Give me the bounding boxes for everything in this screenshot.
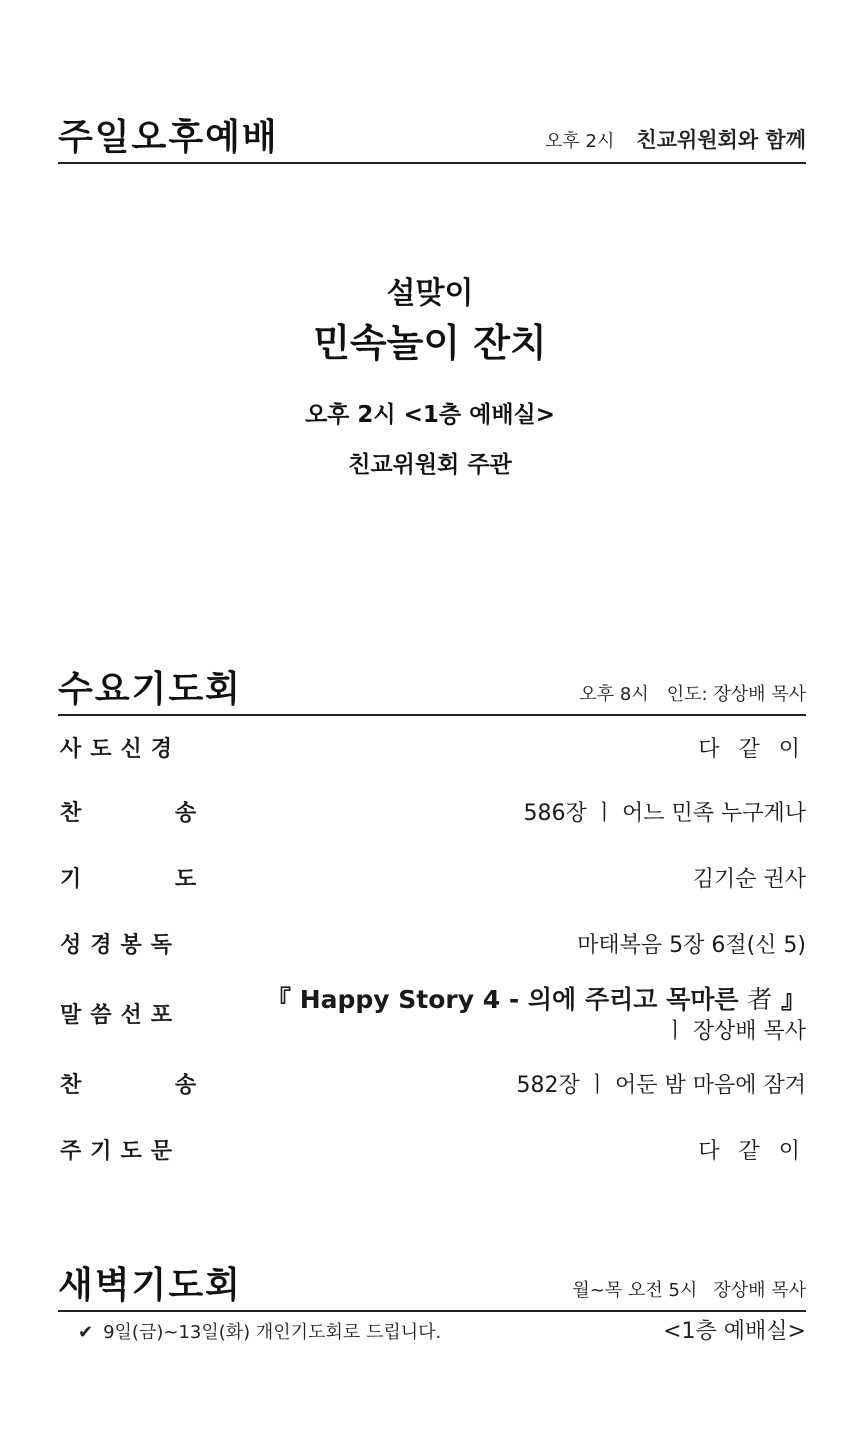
sermon-title xyxy=(266,980,806,1016)
dawn-prayer-header xyxy=(58,1254,806,1312)
dawn-prayer-note-text: 9일(금)~13일(화) 개인기도회로 드립니다. xyxy=(103,1322,442,1343)
sunday-afternoon-meta xyxy=(545,124,806,162)
dawn-prayer-note xyxy=(78,1318,441,1344)
order-label: 찬 송 xyxy=(60,1073,197,1098)
order-label: 주기도문 xyxy=(60,1139,182,1164)
sermon-preacher: ㅣ 장상배 목사 xyxy=(664,1019,806,1044)
order-row xyxy=(60,928,806,962)
dawn-prayer-leader: 장상배 목사 xyxy=(713,1280,806,1301)
sermon-close: 』 xyxy=(780,985,806,1014)
order-row xyxy=(60,862,806,896)
sermon-row xyxy=(60,985,806,1058)
dawn-prayer-location: <1층 예배실> xyxy=(663,1319,806,1344)
sunday-afternoon-time: 오후 2시 xyxy=(545,131,615,152)
order-label: 기 도 xyxy=(60,867,197,892)
wednesday-prayer-header xyxy=(58,656,806,716)
order-value: 김기순 권사 xyxy=(692,867,806,892)
order-row xyxy=(60,732,806,766)
order-value: 582장 ㅣ 어둔 밤 마음에 잠겨 xyxy=(516,1073,806,1098)
sermon-title-text: 『 Happy Story 4 - 의에 주리고 목마른 xyxy=(265,985,739,1014)
order-value: 다 같 이 xyxy=(698,1139,806,1164)
sunday-afternoon-header xyxy=(58,108,806,164)
order-value: 마태복음 5장 6절(신 5) xyxy=(577,933,806,958)
event-line1: 설맞이 xyxy=(386,276,474,311)
dawn-prayer-schedule: 월~목 오전 5시 xyxy=(572,1280,698,1301)
check-icon: ✔ xyxy=(78,1322,94,1343)
wednesday-prayer-meta xyxy=(579,680,806,714)
wednesday-prayer-title: 수요기도회 xyxy=(58,669,242,710)
order-row xyxy=(60,1068,806,1102)
order-label: 찬 송 xyxy=(60,801,197,826)
order-value: 586장 ㅣ 어느 민족 누구게나 xyxy=(523,801,806,826)
order-label: 사도신경 xyxy=(60,737,182,762)
sunday-afternoon-host: 친교위원회와 함께 xyxy=(636,128,806,152)
event-title: 민속놀이 잔치 xyxy=(313,321,547,365)
order-value: 다 같 이 xyxy=(698,737,806,762)
order-label: 말씀선포 xyxy=(60,1003,182,1028)
dawn-prayer-meta xyxy=(572,1276,806,1310)
dawn-prayer-title: 새벽기도회 xyxy=(58,1265,242,1306)
sermon-hanja: 者 xyxy=(747,985,773,1014)
wednesday-prayer-time: 오후 8시 xyxy=(579,684,649,705)
wednesday-prayer-leader: 인도: 장상배 목사 xyxy=(666,684,806,705)
sunday-afternoon-title: 주일오후예배 xyxy=(58,117,279,158)
order-row xyxy=(60,1134,806,1168)
event-time-place: 오후 2시 <1층 예배실> xyxy=(304,402,556,428)
order-label: 성경봉독 xyxy=(60,933,182,958)
order-row xyxy=(60,796,806,830)
event-host: 친교위원회 주관 xyxy=(348,452,512,478)
new-year-event xyxy=(0,268,860,488)
